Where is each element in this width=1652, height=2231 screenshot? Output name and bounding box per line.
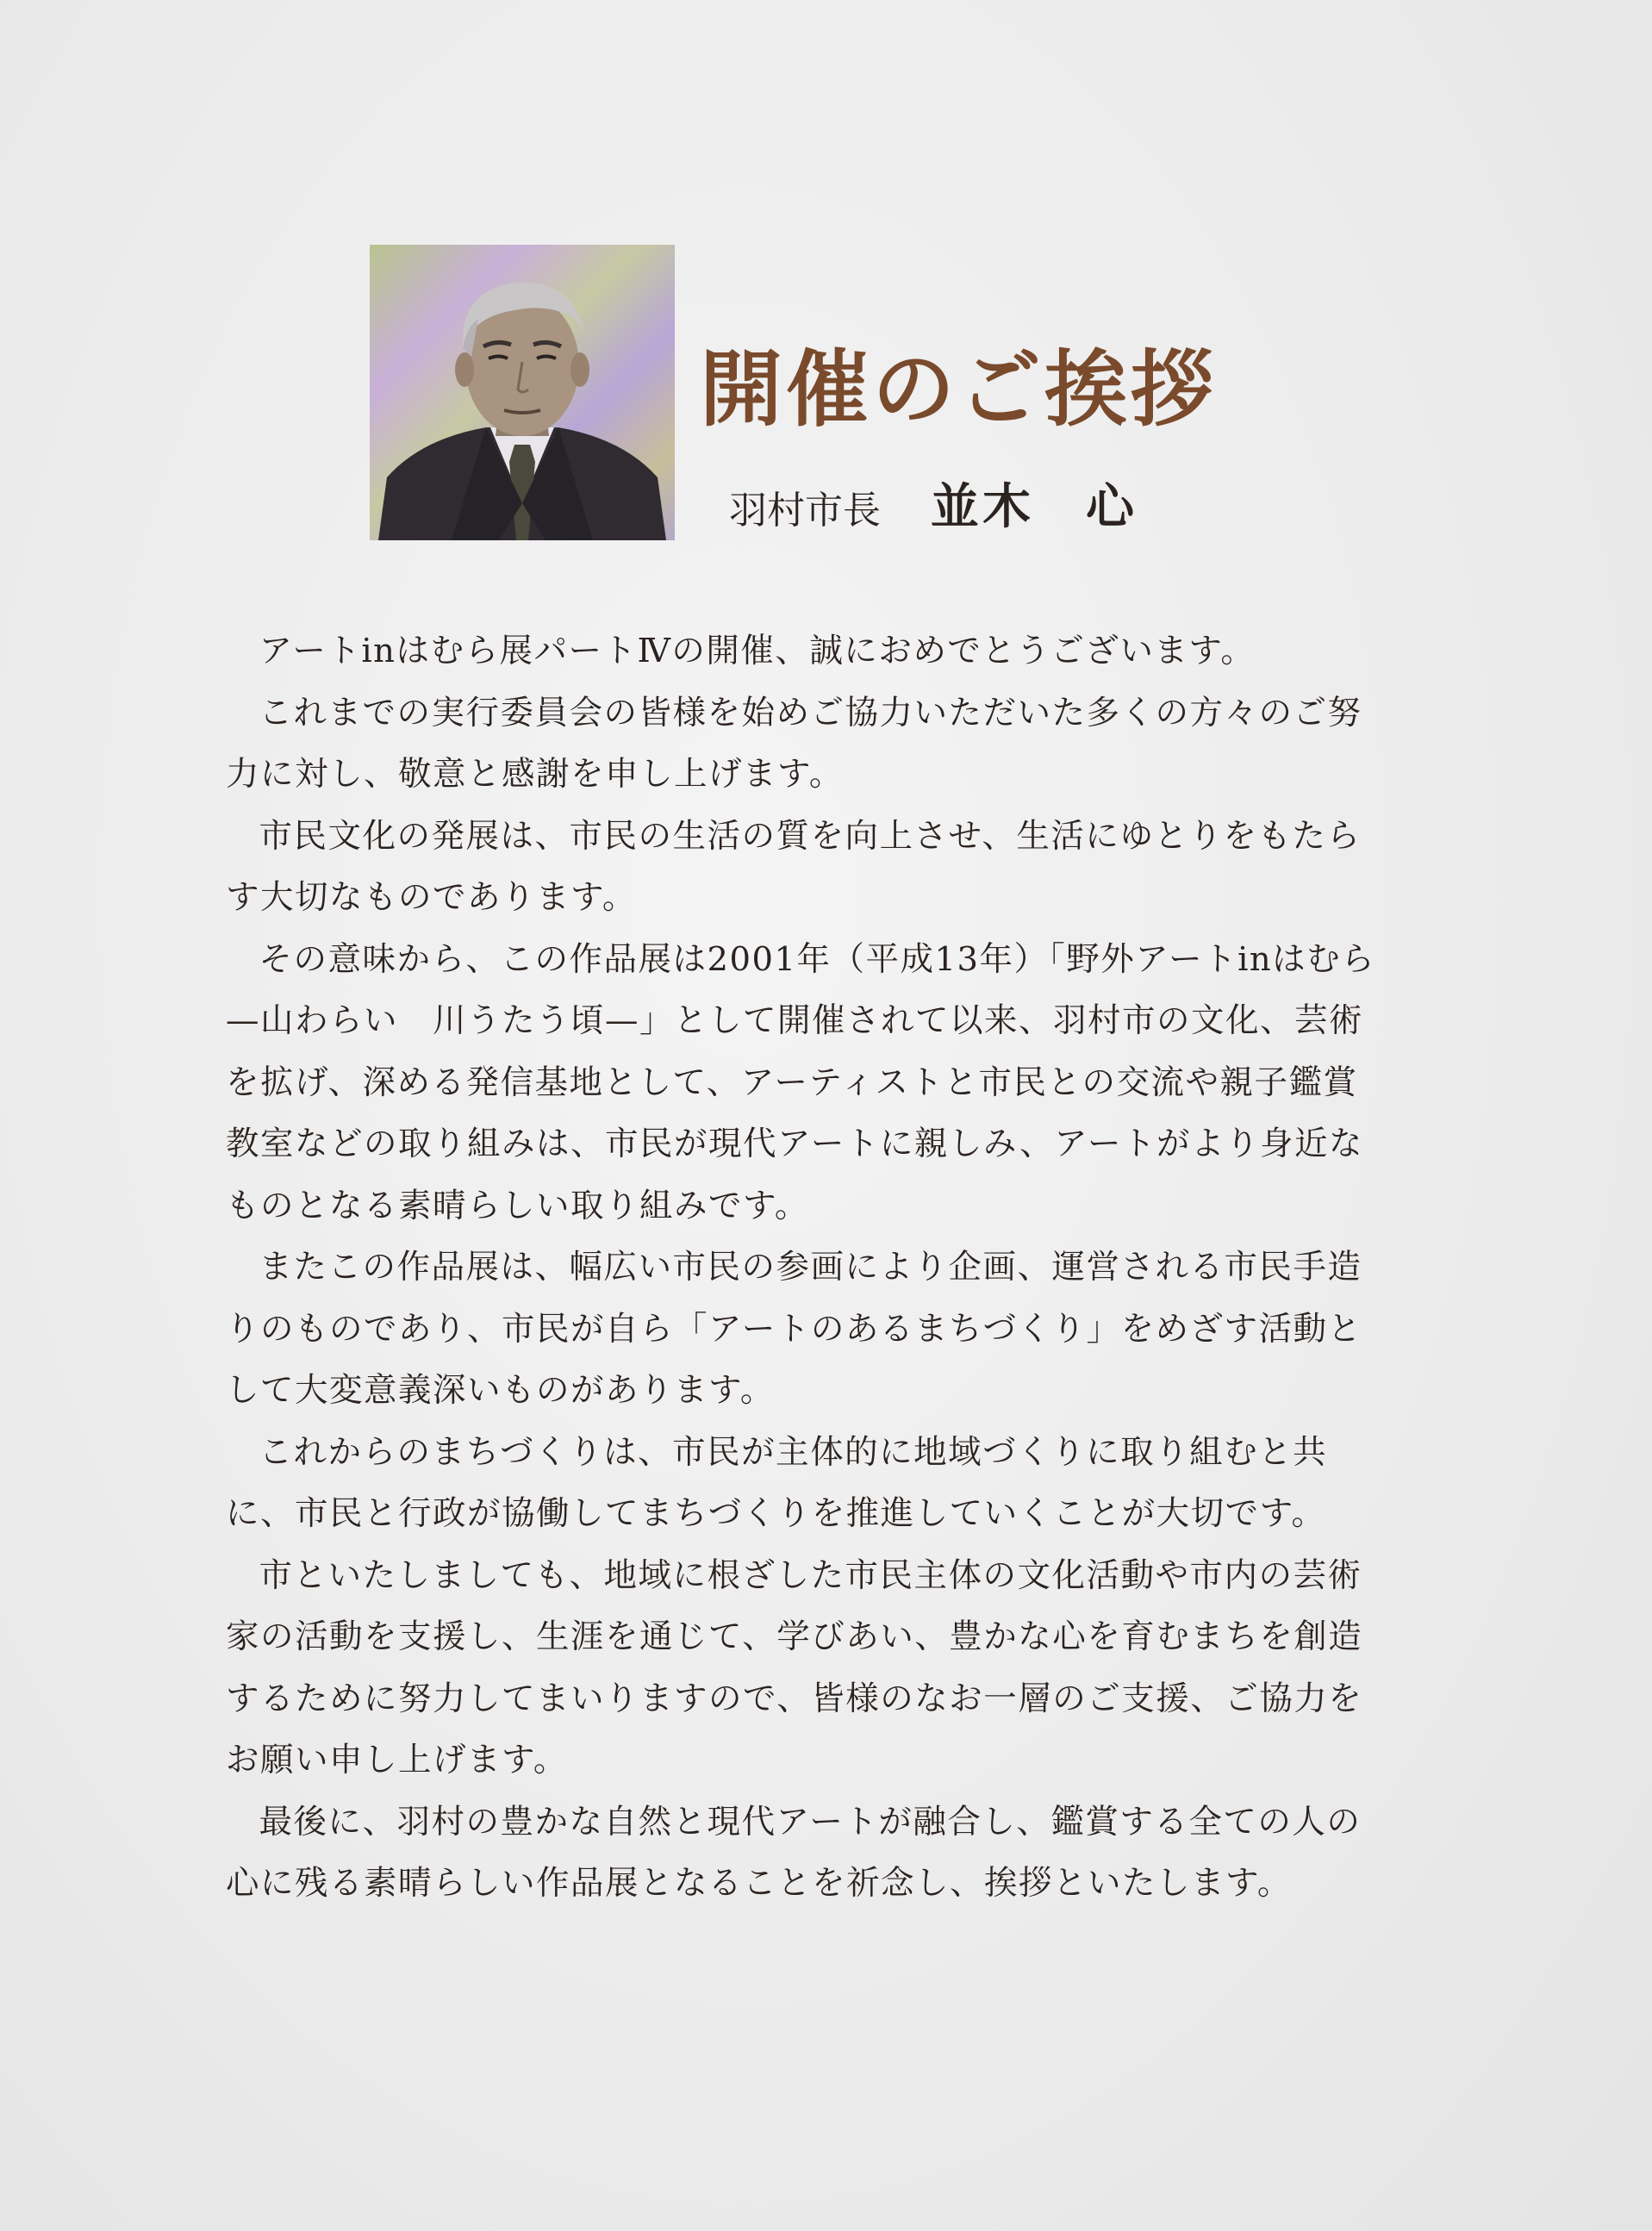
portrait-illustration (370, 245, 675, 540)
paragraph: またこの作品展は、幅広い市民の参画により企画、運営される市民手造りのものであり、市民が自ら「アートのあるまちづくり」をめざす活動として大変意義深いものがあります。 (226, 1248, 1362, 1410)
paragraph: 市といたしましても、地域に根ざした市民主体の文化活動や市内の芸術家の活動を支援し、生涯を通じて、学びあい、豊かな心を育むまちを創造するために努力してまいりますので、皆様のなお一層のご支援、ご協力をお願い申し上げます。 (226, 1555, 1363, 1779)
paragraph: その意味から、この作品展は2001年（平成13年）「野外アートinはむら—山わらい 川うたう頃—」として開催されて以来、羽村市の文化、芸術を拡げ、深める発信基地として、アーティストと市民との交流や親子鑑賞教室などの取り組みは、市民が現代アートに親しみ、アートがより身近なものとなる素晴らしい取り組みです。 (226, 939, 1376, 1225)
author-name: 並木 心 (931, 478, 1138, 535)
author-portrait (370, 245, 675, 540)
author-role: 羽村市長 (729, 489, 881, 533)
paragraph: これからのまちづくりは、市民が主体的に地域づくりに取り組むと共に、市民と行政が協働してまちづくりを推進していくことが大切です。 (226, 1432, 1328, 1533)
paragraph: これまでの実行委員会の皆様を始めご協力いただいた多くの方々のご努力に対し、敬意と感謝を申し上げます。 (226, 693, 1362, 794)
paragraph: 最後に、羽村の豊かな自然と現代アートが融合し、鑑賞する全ての人の心に残る素晴らしい作品展となることを祈念し、挨拶といたします。 (226, 1802, 1362, 1903)
author-byline (729, 478, 1138, 535)
paragraph: アートinはむら展パートⅣの開催、誠におめでとうございます。 (259, 632, 1256, 670)
paragraph: 市民文化の発展は、市民の生活の質を向上させ、生活にゆとりをもたらす大切なものであります。 (226, 816, 1362, 917)
greeting-body (226, 620, 1381, 1915)
page-title: 開催のご挨拶 (700, 340, 1217, 438)
